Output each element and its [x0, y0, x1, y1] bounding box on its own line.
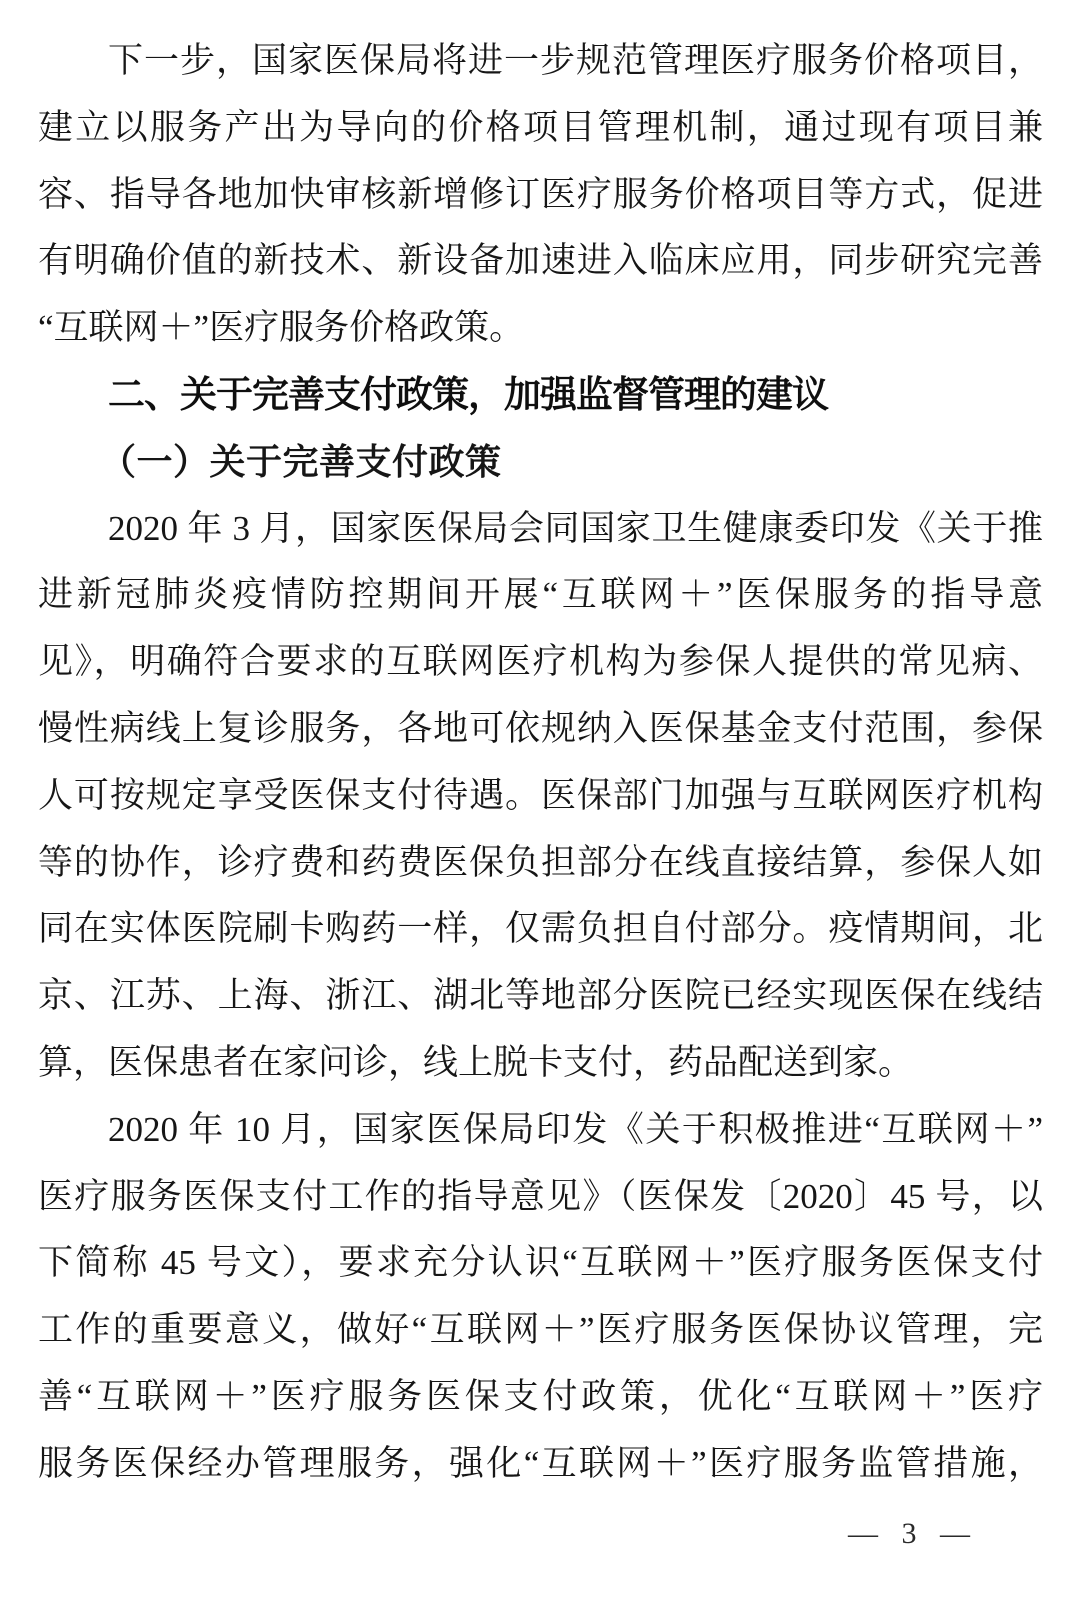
text-line: 工作的重要意义，做好“互联网＋”医疗服务医保协议管理，完 — [38, 1310, 1043, 1350]
paragraph-march-2020-policy — [38, 496, 1043, 1097]
text-line: 2020 年 10 月，国家医保局印发《关于积极推进“互联网＋” — [108, 1109, 1043, 1149]
paragraph-next-steps — [38, 28, 1043, 362]
text-line: 见》，明确符合要求的互联网医疗机构为参保人提供的常见病、 — [38, 642, 1043, 682]
subsection-heading: （一）关于完善支付政策 — [100, 441, 502, 482]
text-line: 京、江苏、上海、浙江、湖北等地部分医院已经实现医保在线结 — [38, 976, 1043, 1016]
text-line: 算，医保患者在家问诊，线上脱卡支付，药品配送到家。 — [38, 1042, 914, 1082]
text-line: 进新冠肺炎疫情防控期间开展“互联网＋”医保服务的指导意 — [38, 575, 1043, 615]
text-line: 容、指导各地加快审核新增修订医疗服务价格项目等方式，促进 — [38, 174, 1043, 214]
text-line: 服务医保经办管理服务，强化“互联网＋”医疗服务监管措施， — [38, 1443, 1043, 1483]
text-line: 2020 年 3 月，国家医保局会同国家卫生健康委印发《关于推 — [108, 508, 1043, 548]
text-line: 有明确价值的新技术、新设备加速进入临床应用，同步研究完善 — [38, 241, 1043, 281]
text-line: 同在实体医院刷卡购药一样，仅需负担自付部分。疫情期间，北 — [38, 909, 1043, 949]
text-line: 慢性病线上复诊服务，各地可依规纳入医保基金支付范围，参保 — [38, 708, 1043, 748]
text-line: 善“互联网＋”医疗服务医保支付政策，优化“互联网＋”医疗 — [38, 1376, 1043, 1416]
page-number: — 3 — — [848, 1516, 971, 1550]
text-line: 建立以服务产出为导向的价格项目管理机制，通过现有项目兼 — [38, 107, 1043, 147]
text-line: “互联网＋”医疗服务价格政策。 — [38, 308, 525, 348]
text-line: 人可按规定享受医保支付待遇。医保部门加强与互联网医疗机构 — [38, 775, 1043, 815]
section-heading: 二、关于完善支付政策，加强监督管理的建议 — [108, 373, 828, 415]
text-line: 等的协作，诊疗费和药费医保负担部分在线直接结算，参保人如 — [38, 842, 1043, 882]
text-line: 下简称 45 号文），要求充分认识“互联网＋”医疗服务医保支付 — [38, 1243, 1043, 1283]
text-line: 下一步，国家医保局将进一步规范管理医疗服务价格项目， — [108, 41, 1043, 80]
text-line: 医疗服务医保支付工作的指导意见》（医保发〔2020〕45 号，以 — [38, 1176, 1043, 1216]
paragraph-october-2020-policy — [38, 1097, 1043, 1498]
